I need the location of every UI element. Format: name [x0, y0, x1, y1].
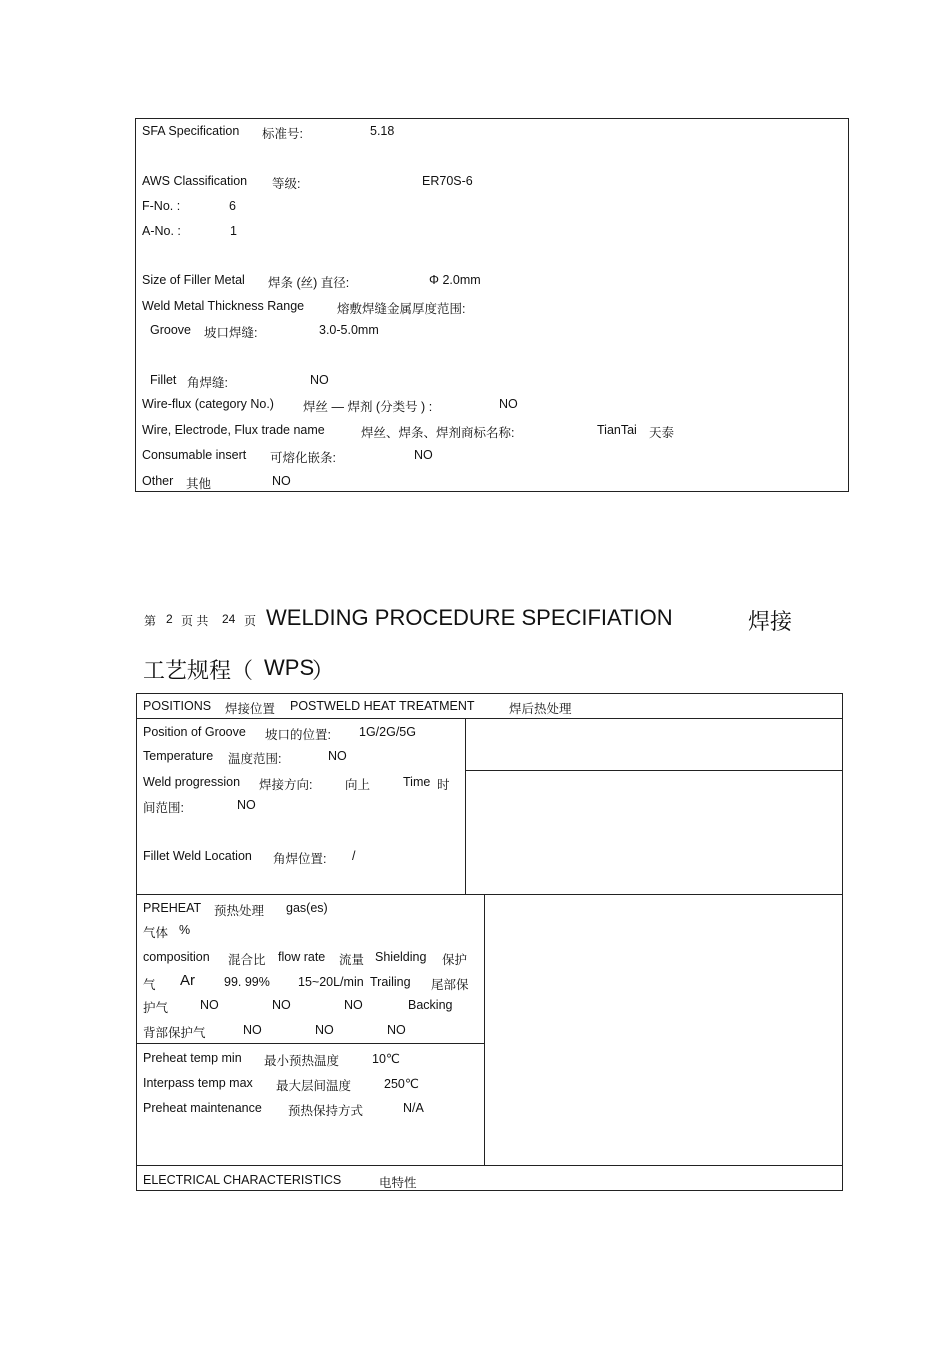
size-label-cn: 焊条 (丝) 直径:: [268, 276, 350, 290]
aws-label: AWS Classification: [142, 174, 248, 188]
flow-header: flow rate: [278, 950, 326, 964]
groove-position-label-cn: 坡口的位置:: [265, 728, 331, 742]
divider: [136, 894, 843, 895]
document-title-cn-1: 焊接: [748, 609, 793, 634]
ano-label: A-No. :: [142, 224, 181, 238]
shielding-gas-value: Ar: [180, 972, 195, 989]
fillet-thickness-value: NO: [310, 373, 329, 387]
shielding-label-cn-2: 气: [143, 978, 156, 992]
gas-header-cn: 气体: [143, 926, 169, 940]
document-title-close: ）: [312, 658, 335, 683]
backing-label-cn: 背部保护气: [143, 1026, 206, 1040]
backing-flow-value: NO: [387, 1023, 406, 1037]
page-prefix: 第: [144, 614, 157, 628]
wireflux-value: NO: [499, 397, 518, 411]
page-total: 24: [222, 612, 236, 626]
composition-header-cn: 混合比: [228, 953, 266, 967]
wireflux-label-cn: 焊丝 — 焊剂 (分类号 ) :: [303, 400, 433, 414]
divider: [136, 1165, 843, 1166]
electrical-header-cn: 电特性: [379, 1176, 417, 1190]
groove-position-label: Position of Groove: [143, 725, 246, 739]
size-value: Φ 2.0mm: [429, 273, 481, 287]
progression-value: 向上: [345, 778, 371, 792]
composition-header: composition: [143, 950, 210, 964]
temperature-label: Temperature: [143, 749, 214, 763]
preheat-maintenance-label-cn: 预热保持方式: [288, 1104, 364, 1118]
document-title: WELDING PROCEDURE SPECIFIATION: [266, 605, 673, 630]
fillet-location-label: Fillet Weld Location: [143, 849, 252, 863]
shielding-purity-value: 99. 99%: [224, 975, 270, 989]
trailing-gas-value: NO: [200, 998, 219, 1012]
preheat-min-label: Preheat temp min: [143, 1051, 242, 1065]
tradename-value: TianTai: [597, 423, 637, 437]
tradename-label: Wire, Electrode, Flux trade name: [142, 423, 325, 437]
interpass-label: Interpass temp max: [143, 1076, 253, 1090]
trailing-flow-value: NO: [344, 998, 363, 1012]
trailing-composition-value: NO: [272, 998, 291, 1012]
positions-header: POSITIONS: [143, 699, 212, 713]
time-label-cn-2: 间范围:: [143, 801, 184, 815]
page-number: 2: [166, 612, 173, 626]
fno-label: F-No. :: [142, 199, 181, 213]
fillet-thickness-label: Fillet: [150, 373, 177, 387]
positions-header-cn: 焊接位置: [225, 702, 276, 716]
temperature-value: NO: [328, 749, 347, 763]
sfa-value: 5.18: [370, 124, 395, 138]
interpass-label-cn: 最大层间温度: [276, 1079, 352, 1093]
wps-main-table: [136, 693, 843, 1191]
fillet-thickness-label-cn: 角焊缝:: [187, 376, 228, 390]
trailing-label: Trailing: [370, 975, 411, 989]
fno-value: 6: [229, 199, 236, 213]
time-value: NO: [237, 798, 256, 812]
tradename-value-cn: 天泰: [649, 426, 675, 440]
sfa-label-cn: 标准号:: [262, 127, 303, 141]
other-label-cn: 其他: [186, 477, 212, 491]
preheat-maintenance-value: N/A: [403, 1101, 424, 1115]
preheat-header: PREHEAT: [143, 901, 202, 915]
gas-header: gas(es): [286, 901, 328, 915]
interpass-value: 250℃: [384, 1077, 419, 1091]
time-label-cn-1: 时: [437, 778, 450, 792]
backing-gas-value: NO: [243, 1023, 262, 1037]
document-title-cn-2: 工艺规程（: [143, 658, 254, 683]
time-label: Time: [403, 775, 431, 789]
page-mid: 页 共: [181, 614, 209, 628]
divider: [136, 718, 843, 719]
page-suffix: 页: [244, 614, 257, 628]
preheat-header-cn: 预热处理: [214, 904, 265, 918]
backing-label: Backing: [408, 998, 453, 1012]
thickness-label-cn: 熔敷焊缝金属厚度范围:: [337, 302, 466, 316]
trailing-label-cn-1: 尾部保: [431, 978, 469, 992]
shielding-flow-value: 15~20L/min: [298, 975, 364, 989]
fillet-location-label-cn: 角焊位置:: [273, 852, 327, 866]
preheat-min-value: 10℃: [372, 1052, 400, 1066]
insert-label-cn: 可熔化嵌条:: [270, 451, 336, 465]
insert-value: NO: [414, 448, 433, 462]
groove-thickness-value: 3.0-5.0mm: [319, 323, 379, 337]
ano-value: 1: [230, 224, 237, 238]
backing-composition-value: NO: [315, 1023, 334, 1037]
aws-value: ER70S-6: [422, 174, 473, 188]
wireflux-label: Wire-flux (category No.): [142, 397, 274, 411]
fillet-location-value: /: [352, 849, 356, 863]
shielding-label-cn-1: 保护: [442, 953, 468, 967]
percent-header: %: [179, 923, 191, 937]
divider: [136, 1043, 484, 1044]
divider: [465, 770, 843, 771]
pwht-header-cn: 焊后热处理: [509, 702, 572, 716]
groove-position-value: 1G/2G/5G: [359, 725, 416, 739]
shielding-label: Shielding: [375, 950, 427, 964]
flow-header-cn: 流量: [339, 953, 365, 967]
groove-thickness-label-cn: 坡口焊缝:: [204, 326, 258, 340]
document-title-wps: WPS: [264, 655, 315, 680]
divider: [465, 718, 466, 894]
tradename-label-cn: 焊丝、焊条、焊剂商标名称:: [361, 426, 515, 440]
divider: [484, 894, 485, 1165]
trailing-label-cn-2: 护气: [143, 1001, 169, 1015]
other-label: Other: [142, 474, 174, 488]
groove-thickness-label: Groove: [150, 323, 191, 337]
temperature-label-cn: 温度范围:: [228, 752, 282, 766]
pwht-header: POSTWELD HEAT TREATMENT: [290, 699, 475, 713]
thickness-label: Weld Metal Thickness Range: [142, 299, 305, 313]
aws-label-cn: 等级:: [272, 177, 301, 191]
size-label: Size of Filler Metal: [142, 273, 245, 287]
progression-label-cn: 焊接方向:: [259, 778, 313, 792]
progression-label: Weld progression: [143, 775, 241, 789]
preheat-min-label-cn: 最小预热温度: [264, 1054, 340, 1068]
preheat-maintenance-label: Preheat maintenance: [143, 1101, 262, 1115]
sfa-label: SFA Specification: [142, 124, 240, 138]
insert-label: Consumable insert: [142, 448, 247, 462]
electrical-header: ELECTRICAL CHARACTERISTICS: [143, 1173, 342, 1187]
other-value: NO: [272, 474, 291, 488]
